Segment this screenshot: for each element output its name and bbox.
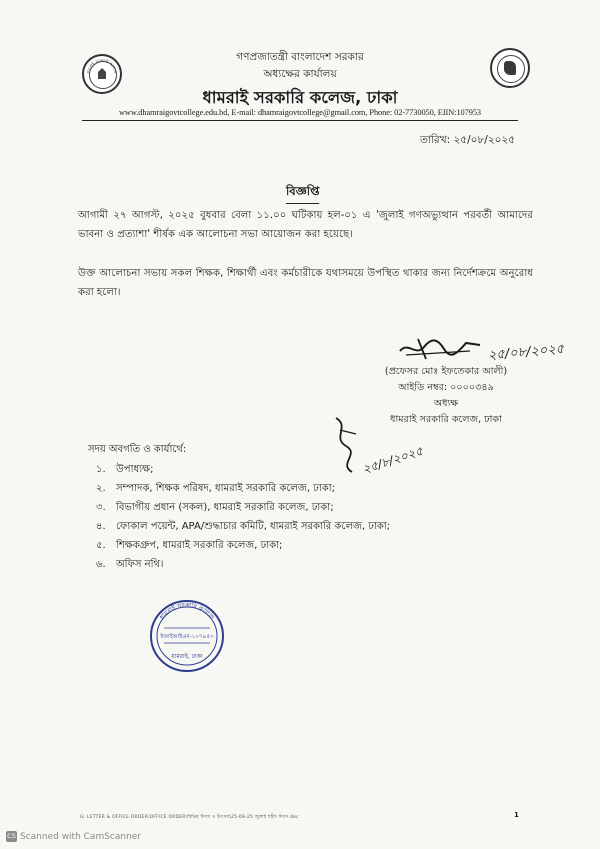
list-item: ২. সম্পাদক, শিক্ষক পরিষদ, ধামরাই সরকারি কলেজ, ঢাকা; [96, 483, 335, 494]
list-item: ১. উপাধ্যক্ষ; [96, 464, 154, 475]
signatory-name: (প্রফেসর মোঃ ইফতেকার আলী) [384, 366, 508, 377]
header-college-name: ধামরাই সরকারি কলেজ, ঢাকা [202, 88, 398, 107]
svg-text:ধামরাই সরকারি কলেজ: ধামরাই সরকারি কলেজ [85, 57, 119, 74]
signatory-id: আইডি নম্বর: ০০০০৩৪৯ [398, 382, 494, 393]
header-government: গণপ্রজাতন্ত্রী বাংলাদেশ সরকার [236, 51, 364, 63]
list-item: ৫. শিক্ষকগ্রুপ, ধামরাই সরকারি কলেজ, ঢাকা; [96, 540, 283, 551]
notice-title: বিজ্ঞপ্তি [286, 183, 319, 204]
list-item: ৩. বিভাগীয় প্রধান (সকল), ধামরাই সরকারি কলেজ, ঢাকা; [96, 502, 334, 513]
signatory-designation: অধ্যক্ষ [433, 398, 459, 409]
notice-date: তারিখ: ২৫/০৮/২০২৫ [420, 134, 516, 146]
distribution-heading: সদয় অবগতি ও কার্যার্থে: [88, 444, 187, 455]
signatory-college: ধামরাই সরকারি কলেজ, ঢাকা [390, 414, 502, 425]
list-item: ৪. ফোকাল পয়েন্ট, APA/শুদ্ধাচার কমিটি, ধামরাই সরকারি কলেজ, ঢাকা; [96, 521, 391, 532]
watermark-text: Scanned with CamScanner [20, 832, 142, 842]
file-path-footer: G: LETTER & OFFICE ORDER\OFFICE ORDER\বিভিন্ন দিবস ও উৎসব\25-08-25 জুলাই শহীদ দিবস.doc [80, 815, 299, 820]
signature-date: ২৫/০৮/২০২৫ [487, 341, 565, 364]
office-stamp [148, 598, 226, 674]
list-item: ৬. অফিস নথি। [96, 559, 164, 570]
svg-text:ধামরাই, ঢাকা: ধামরাই, ঢাকা [171, 653, 203, 660]
svg-text:ইআইআইএন-১০৭৯৫৩: ইআইআইএন-১০৭৯৫৩ [160, 634, 214, 640]
camscanner-icon: CS [7, 832, 16, 840]
notice-paragraph-2: উক্ত আলোচনা সভায় সকল শিক্ষক, শিক্ষার্থী এবং কর্মচারীকে যথাসময়ে উপস্থিত থাকার জন্য নির্দেশক্রমে অনুরোধ করা হলো। [78, 268, 533, 298]
header-contact: www.dhamraigovtcollege.edu.bd, E-mail: dhamraigovtcollege@gmail.com, Phone: 02-7730050, EIIN:107953 [118, 108, 482, 117]
notice-paragraph-1: আগামী ২৭ আগস্ট, ২০২৫ বুধবার বেলা ১১.০০ ঘটিকায় হল-০১ এ 'জুলাই গণঅভ্যুত্থান পরবর্তী আমাদের ভাবনা ও প্রত্যাশা' শীর্ষক এক আলোচনা সভা আয়োজন করা হয়েছে। [78, 210, 533, 240]
principal-signature [396, 333, 486, 363]
initials-date: ২৫/৮/২০২৫ [360, 443, 425, 477]
header-office: অধ্যক্ষের কার্যালয় [263, 68, 337, 80]
page-number: 1 [514, 811, 519, 819]
header-divider [82, 120, 518, 121]
distribution-list [96, 460, 390, 574]
svg-text:ধামরাই সরকারি কলেজ: ধামরাই সরকারি কলেজ [158, 601, 216, 622]
camscanner-watermark [6, 831, 141, 842]
